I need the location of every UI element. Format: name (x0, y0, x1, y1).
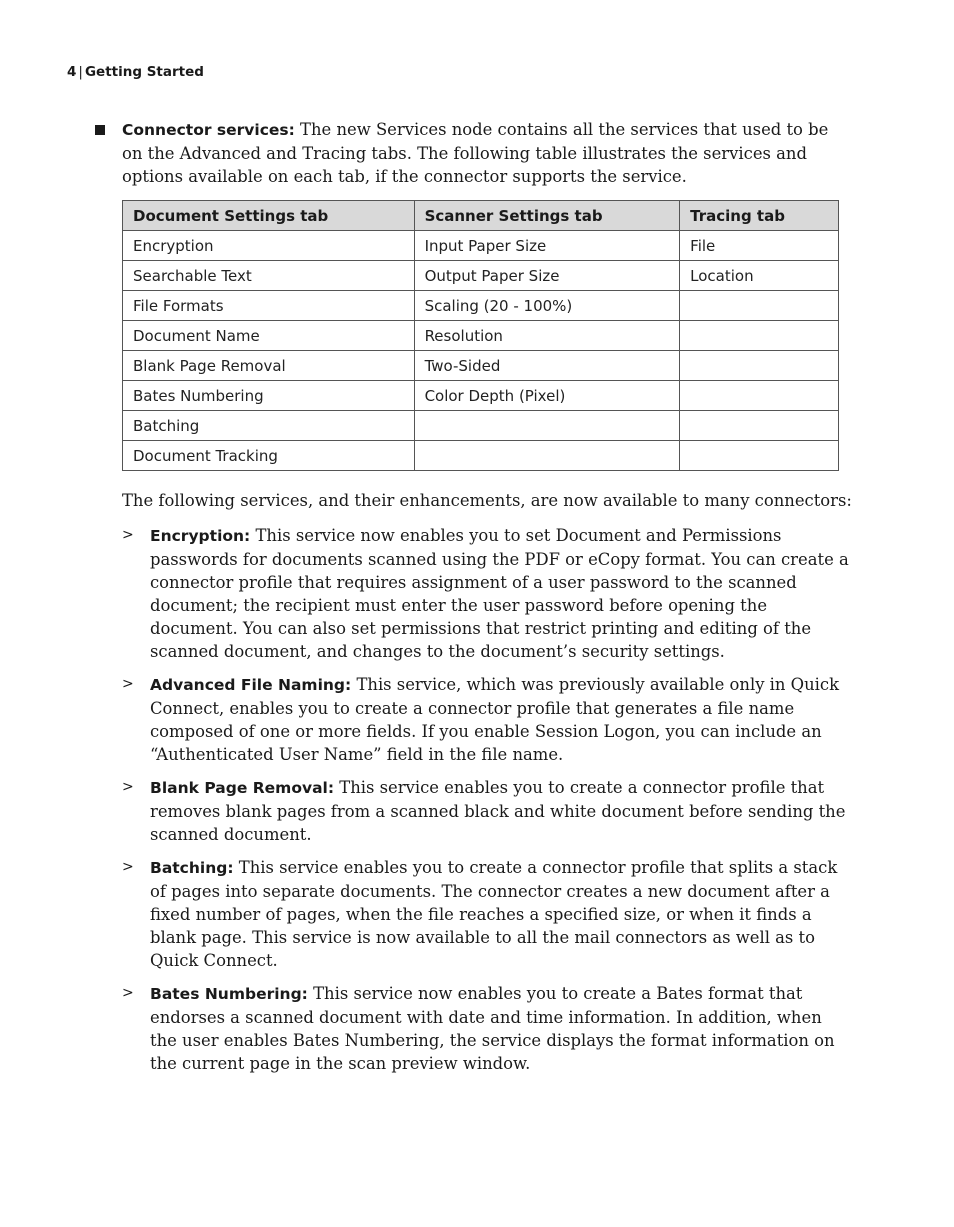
item-lead: Encryption: (150, 527, 251, 545)
column-header: Tracing tab (680, 201, 839, 231)
column-header: Document Settings tab (123, 201, 415, 231)
table-cell: Document Name (123, 321, 415, 351)
item-lead: Bates Numbering: (150, 985, 308, 1003)
header-separator: | (78, 64, 83, 80)
list-item (122, 776, 852, 846)
table-row (123, 351, 839, 381)
column-header: Scanner Settings tab (414, 201, 680, 231)
arrow-bullet-icon: > (122, 859, 134, 875)
table-cell (680, 291, 839, 321)
table-cell: Blank Page Removal (123, 351, 415, 381)
services-list (122, 524, 852, 1075)
list-item (122, 673, 852, 766)
table-cell: Two-Sided (414, 351, 680, 381)
page-number: 4 (67, 64, 77, 80)
table-cell: Document Tracking (123, 441, 415, 471)
arrow-bullet-icon: > (122, 527, 134, 543)
main-content (122, 118, 852, 1085)
table-cell (680, 321, 839, 351)
table-cell: Location (680, 261, 839, 291)
connector-services-lead: Connector services: (122, 121, 295, 139)
list-item (122, 856, 852, 972)
page-header (67, 64, 204, 80)
table-row (123, 381, 839, 411)
table-cell: Resolution (414, 321, 680, 351)
connector-services-paragraph (122, 118, 852, 188)
arrow-bullet-icon: > (122, 985, 134, 1001)
square-bullet-icon (95, 125, 105, 135)
item-text: This service now enables you to set Document and Permissions passwords for documents scanned using the PDF or eCopy format. You can create a connector profile that requires assignment of a user password to the scanned document; the recipient must enter the user password before opening the document. You can also set permissions that restrict printing and editing of the scanned document, and changes to the document’s security settings. (150, 526, 849, 661)
table-cell: Batching (123, 411, 415, 441)
table-cell: Scaling (20 - 100%) (414, 291, 680, 321)
table-cell: Output Paper Size (414, 261, 680, 291)
table-cell: Encryption (123, 231, 415, 261)
connector-services-text: The new Services node contains all the services that used to be on the Advanced and Tracing tabs. The following table illustrates the services and options available on each tab, if the connector supports the service. (122, 120, 829, 186)
table-row (123, 321, 839, 351)
section-title: Getting Started (84, 64, 204, 80)
table-cell (680, 381, 839, 411)
item-lead: Batching: (150, 859, 234, 877)
table-cell: File (680, 231, 839, 261)
table-cell: File Formats (123, 291, 415, 321)
item-text: This service enables you to create a connector profile that removes blank pages from a scanned black and white document before sending the scanned document. (150, 778, 846, 844)
table-row (123, 441, 839, 471)
item-lead: Blank Page Removal: (150, 779, 335, 797)
table-cell: Color Depth (Pixel) (414, 381, 680, 411)
arrow-bullet-icon: > (122, 676, 134, 692)
list-item (122, 524, 852, 663)
services-intro: The following services, and their enhancements, are now available to many connectors: (122, 491, 852, 510)
table-cell (414, 441, 680, 471)
table-row (123, 291, 839, 321)
item-lead: Advanced File Naming: (150, 676, 352, 694)
table-cell: Searchable Text (123, 261, 415, 291)
table-cell (680, 351, 839, 381)
list-item (122, 982, 852, 1075)
item-text: This service enables you to create a connector profile that splits a stack of pages into separate documents. The connector creates a new document after a fixed number of pages, when the file reaches a specified size, or when it finds a blank page. This service is now available to all the mail connectors as well as to Quick Connect. (150, 858, 838, 970)
services-table (122, 200, 839, 471)
table-cell (680, 411, 839, 441)
arrow-bullet-icon: > (122, 779, 134, 795)
item-text: This service now enables you to create a Bates format that endorses a scanned document with date and time information. In addition, when the user enables Bates Numbering, the service displays the format information on the current page in the scan preview window. (150, 984, 835, 1073)
table-cell (680, 441, 839, 471)
table-cell (414, 411, 680, 441)
table-cell: Input Paper Size (414, 231, 680, 261)
table-row (123, 411, 839, 441)
table-header-row (123, 201, 839, 231)
table-row (123, 261, 839, 291)
item-text: This service, which was previously available only in Quick Connect, enables you to create a connector profile that generates a file name composed of one or more fields. If you enable Session Logon, you can include an “Authenticated User Name” field in the file name. (150, 675, 840, 764)
table-cell: Bates Numbering (123, 381, 415, 411)
table-row (123, 231, 839, 261)
